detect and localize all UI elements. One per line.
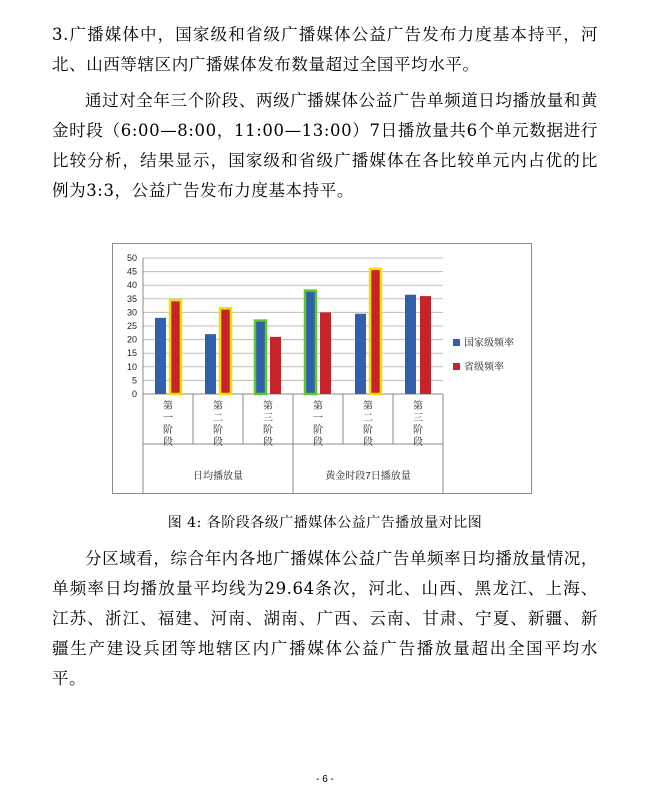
bar-chart [113, 244, 533, 495]
y-tick-label: 45 [126, 266, 137, 277]
figure-caption: 图 4: 各阶段各级广播媒体公益广告播放量对比图 [167, 515, 483, 531]
legend-label: 国家级频率 [464, 338, 514, 349]
bar-national [205, 334, 216, 394]
y-tick-label: 25 [126, 321, 137, 331]
category-label: 第 [163, 401, 173, 412]
group-label: 日均播放量 [193, 471, 243, 482]
category-label: 第 [363, 401, 373, 412]
category-label: 二 [363, 413, 373, 424]
bar-provincial [320, 312, 331, 394]
category-label: 第 [313, 401, 323, 412]
category-label: 一 [163, 413, 173, 424]
category-label: 阶 [413, 425, 423, 436]
y-tick-label: 15 [126, 348, 137, 359]
category-label: 阶 [213, 425, 223, 436]
y-tick-label: 10 [126, 361, 137, 372]
bar-national [255, 321, 266, 394]
category-label: 阶 [163, 425, 173, 436]
category-label: 段 [363, 437, 373, 448]
category-label: 三 [263, 413, 273, 424]
y-tick-label: 5 [131, 375, 137, 386]
legend-label: 省级频率 [464, 362, 504, 373]
category-label: 段 [213, 437, 223, 448]
category-label: 三 [413, 413, 423, 424]
bar-national [355, 314, 366, 394]
category-label: 阶 [313, 425, 323, 436]
category-label: 阶 [263, 425, 273, 436]
bar-national [405, 295, 416, 394]
category-label: 一 [313, 413, 323, 424]
bar-national [155, 318, 166, 394]
y-tick-label: 50 [126, 253, 137, 263]
category-label: 段 [263, 437, 273, 448]
y-tick-label: 30 [126, 307, 137, 318]
y-tick-label: 0 [131, 389, 137, 399]
category-label: 阶 [363, 425, 373, 436]
page-number: - 6 - [316, 774, 334, 785]
legend-swatch [453, 339, 460, 346]
bar-provincial [220, 308, 231, 394]
chart-frame [112, 243, 532, 494]
y-tick-label: 40 [126, 280, 137, 291]
category-label: 第 [413, 401, 423, 412]
category-label: 第 [263, 401, 273, 412]
y-tick-label: 35 [126, 293, 137, 304]
category-label: 段 [413, 437, 423, 448]
group-label: 黄金时段7日播放量 [325, 471, 411, 482]
paragraph-broadcast-summary: 3.广播媒体中，国家级和省级广播媒体公益广告发布力度基本持平，河北、山西等辖区内广播媒体发布数量超过全国平均水平。 [52, 25, 598, 74]
y-tick-label: 20 [126, 334, 137, 345]
bar-provincial [170, 300, 181, 394]
bar-provincial [420, 296, 431, 394]
category-label: 段 [163, 437, 173, 448]
bar-provincial [370, 269, 381, 394]
bar-provincial [270, 337, 281, 394]
paragraph-comparison-analysis: 通过对全年三个阶段、两级广播媒体公益广告单频道日均播放量和黄金时段（6:00—8:00，11:00—13:00）7日播放量共6个单元数据进行比较分析，结果显示，国家级和省级广播媒体在各比较单元内占优的比例为3:3，公益广告发布力度基本持平。 [52, 91, 598, 200]
category-label: 第 [213, 401, 223, 412]
bar-national [305, 291, 316, 394]
legend-swatch [453, 363, 460, 370]
paragraph-regional-analysis: 分区域看，综合年内各地广播媒体公益广告单频率日均播放量情况，单频率日均播放量平均线为29.64条次，河北、山西、黑龙江、上海、江苏、浙江、福建、河南、湖南、广西、云南、甘肃、宁夏、新疆、新疆生产建设兵团等地辖区内广播媒体公益广告播放量超出全国平均水平。 [52, 549, 598, 688]
category-label: 二 [213, 413, 223, 424]
category-label: 段 [313, 437, 323, 448]
